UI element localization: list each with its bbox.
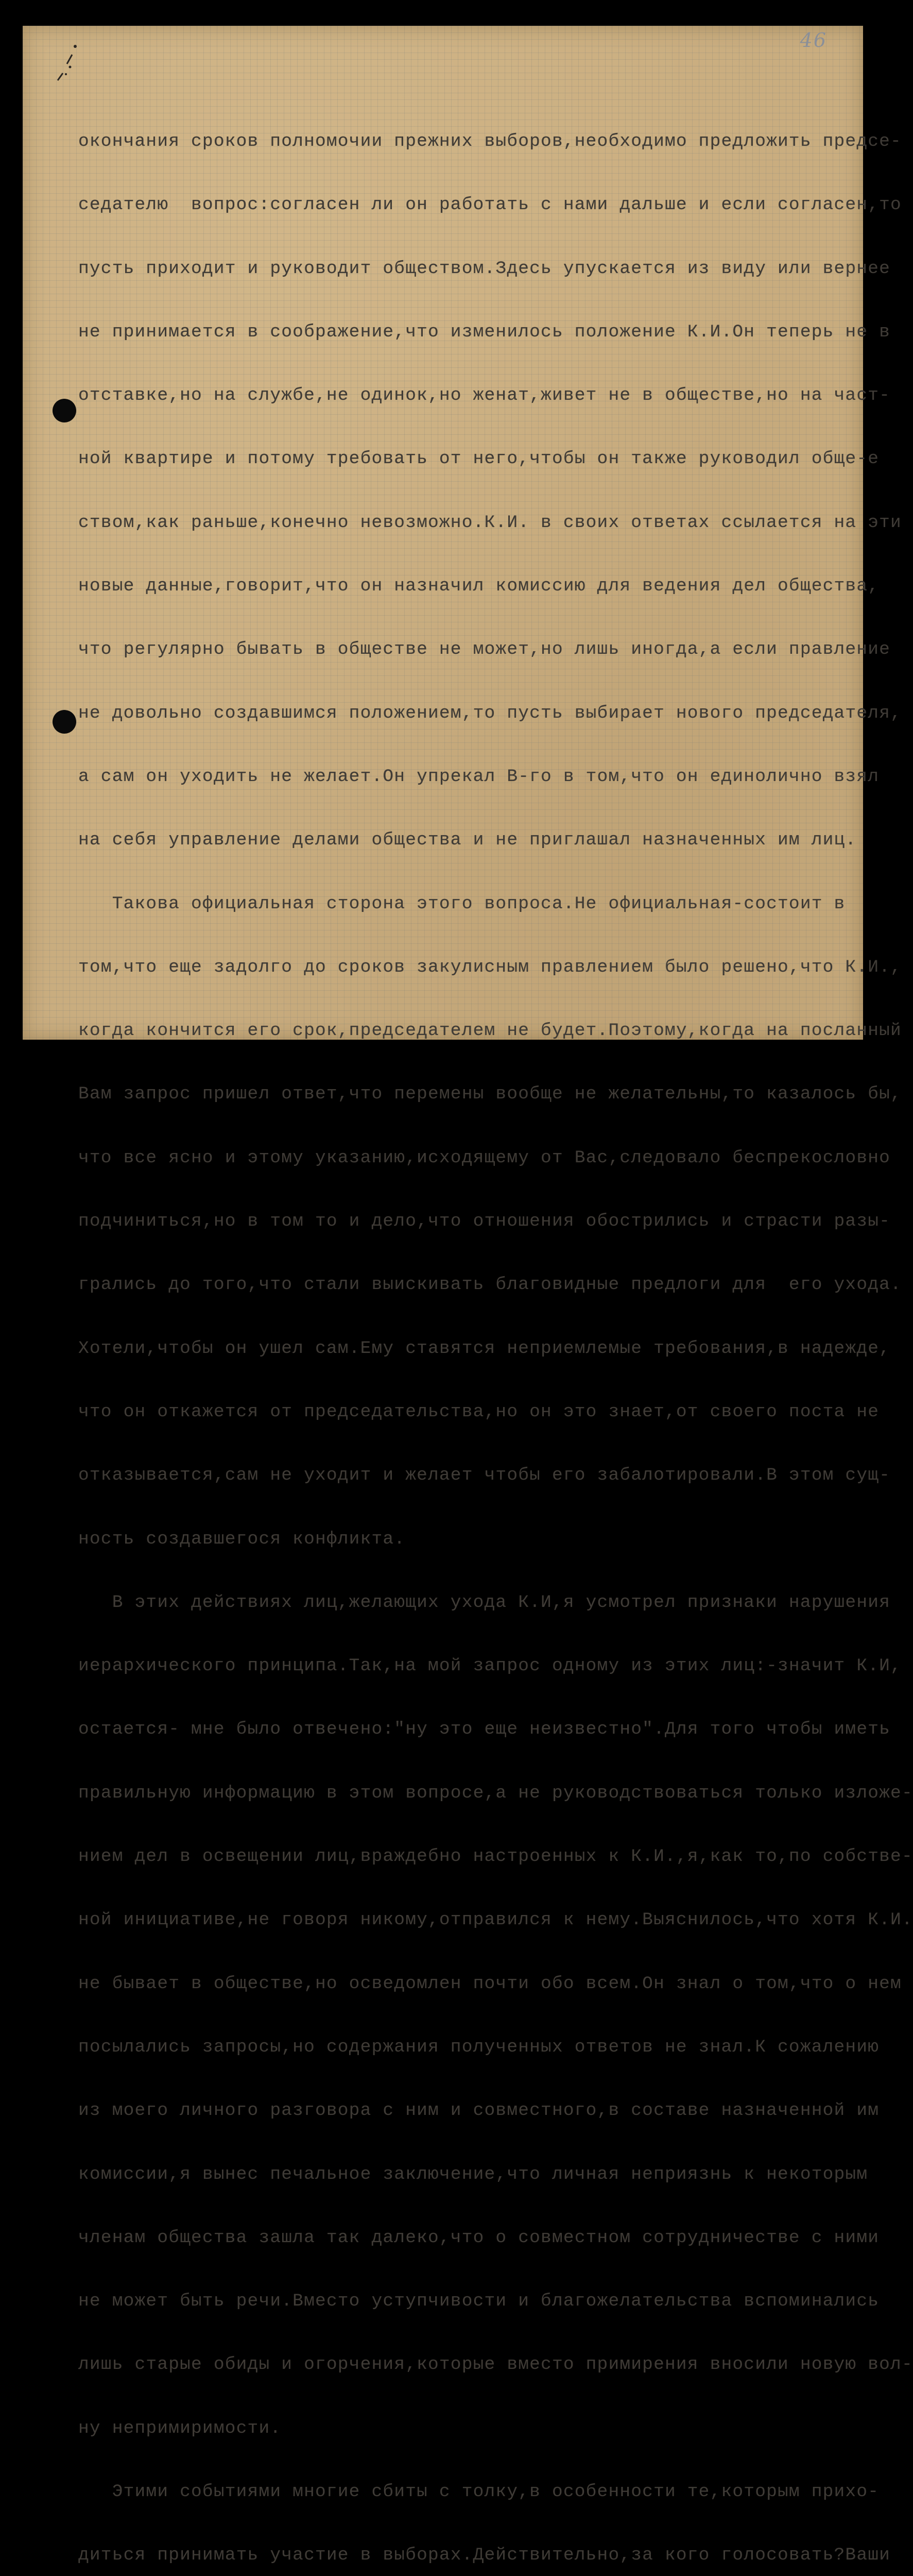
punch-hole-lower <box>53 710 76 734</box>
ink-marks <box>55 37 85 83</box>
text-line: ну непримиримости. <box>78 2418 282 2438</box>
text-line: посылались запросы,но содержания полученных ответов не знал.К сожалению <box>78 2037 880 2057</box>
text-line: лишь старые обиды и огорчения,которые вместо примирения вносили новую вол- <box>78 2354 913 2375</box>
punch-hole-upper <box>53 399 76 422</box>
text-line: диться принимать участие в выборах.Действительно,за кого голосовать?Ваши <box>78 2545 891 2566</box>
text-line: что регулярно бывать в обществе не может,но лишь иногда,а если правление <box>78 639 891 660</box>
text-line: членам общества зашла так далеко,что о совместном сотрудничестве с ними <box>78 2227 880 2248</box>
text-line: что все ясно и этому указанию,исходящему от Вас,следовало беспрекословно <box>78 1147 891 1168</box>
text-line: ной инициативе,не говоря никому,отправился к нему.Выяснилось,что хотя К.И. <box>78 1910 913 1930</box>
text-line: не может быть речи.Вместо уступчивости и благожелательства вспоминались <box>78 2291 880 2312</box>
text-line: ной квартире и потому требовать от него,чтобы он также руководил обще-е <box>78 449 880 469</box>
text-line: не принимается в соображение,что изменилось положение К.И.Он теперь не в <box>78 321 891 342</box>
text-line: ством,как раньше,конечно невозможно.К.И. в своих ответах ссылается на эти <box>78 512 902 533</box>
text-line: когда кончится его срок,председателем не будет.Поэтому,когда на посланный <box>78 1021 902 1041</box>
text-line: остается- мне было отвечено:"ну это еще неизвестно".Для того чтобы иметь <box>78 1719 891 1740</box>
text-line: новые данные,говорит,что он назначил комиссию для ведения дел общества, <box>78 576 880 597</box>
text-line: из моего личного разговора с ним и совместного,в составе назначенной им <box>78 2100 880 2121</box>
text-line: окончания сроков полномочии прежних выборов,необходимо предложить предсе- <box>78 131 902 151</box>
text-line: что он откажется от председательства,но он это знает,от своего поста не <box>78 1401 880 1422</box>
text-line: ность создавшегося конфликта. <box>78 1529 406 1549</box>
document-page <box>23 26 913 2566</box>
text-line: не бывает в обществе,но осведомлен почти обо всем.Он знал о том,что о нем <box>78 1973 902 1994</box>
text-line: не довольно создавшимся положением,то пусть выбирает нового председателя, <box>78 703 902 723</box>
text-line: а сам он уходить не желает.Он упрекал В-го в том,что он единолично взял <box>78 766 880 787</box>
text-line: на себя управление делами общества и не приглашал назначенных им лиц. <box>78 830 857 851</box>
typewritten-text <box>78 90 913 2576</box>
text-line: Хотели,чтобы он ушел сам.Ему ставятся неприемлемые требования,в надежде, <box>78 1338 891 1359</box>
text-line: седателю вопрос:согласен ли он работать с нами дальше и если согласен,то <box>78 195 902 215</box>
text-line: отставке,но на службе,не одинок,но женат,живет не в обществе,но на част- <box>78 385 891 406</box>
text-line: нием дел в освещении лиц,враждебно настроенных к К.И.,я,как то,по собстве- <box>78 1846 913 1867</box>
text-line: иерархического принципа.Так,на мой запрос одному из этих лиц:-значит К.И, <box>78 1656 902 1676</box>
text-line: комиссии,я вынес печальное заключение,что личная неприязнь к некоторым <box>78 2164 868 2184</box>
text-line: подчиниться,но в том то и дело,что отношения обострились и страсти разы- <box>78 1211 891 1232</box>
text-line: В этих действиях лиц,желающих ухода К.И,я усмотрел признаки нарушения <box>78 1592 891 1613</box>
page-number: 46 <box>800 29 827 52</box>
text-line: правильную информацию в этом вопросе,а не руководствоваться только изложе- <box>78 1783 913 1803</box>
text-line: Этими событиями многие сбиты с толку,в особенности те,которым прихо- <box>78 2481 880 2502</box>
text-line: Вам запрос пришел ответ,что перемены вообще не желательны,то казалось бы, <box>78 1084 902 1105</box>
text-line: грались до того,что стали выискивать благовидные предлоги для его ухода. <box>78 1275 902 1295</box>
text-line: пусть приходит и руководит обществом.Здесь упускается из виду или вернее <box>78 258 891 279</box>
text-line: том,что еще задолго до сроков закулисным правлением было решено,что К.И., <box>78 957 902 977</box>
text-line: Такова официальная сторона этого вопроса.Не официальная-состоит в <box>78 893 846 914</box>
text-line: отказывается,сам не уходит и желает чтобы его забалотировали.В этом сущ- <box>78 1465 891 1486</box>
